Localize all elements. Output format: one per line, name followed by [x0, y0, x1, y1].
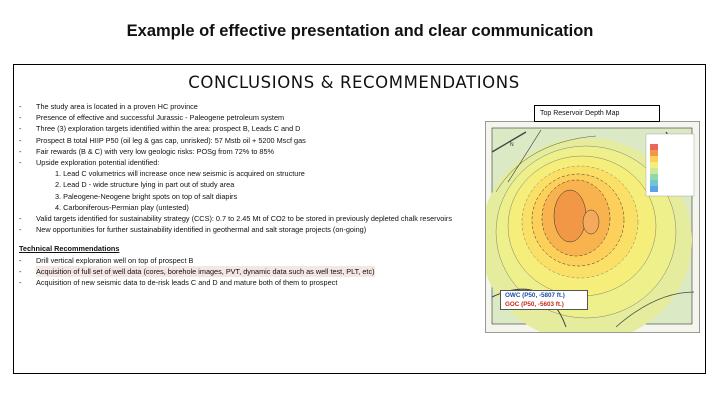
svg-text:N: N [510, 142, 514, 148]
list-item-text-highlighted: Acquisition of full set of well data (cores, borehole images, PVT, dynamic data such as well test, PLT, etc) [36, 266, 375, 276]
list-item [19, 255, 489, 266]
list-item [19, 135, 489, 146]
list-item [19, 224, 489, 235]
list-item-text: Drill vertical exploration well on top of prospect B [36, 255, 194, 265]
list-item-text: Prospect B total HIIP P50 (oil leg & gas cap, unrisked): 57 Mstb oil + 5200 Mscf gas [36, 135, 306, 145]
sub-item: 1. Lead C volumetrics will increase once new seismic is acquired on structure [55, 169, 305, 179]
sub-item: 2. Lead D - wide structure lying in part out of study area [55, 180, 235, 190]
bullet-dash: - [19, 158, 22, 168]
list-item [19, 266, 489, 277]
bullet-dash: - [19, 135, 22, 145]
list-item-text: New opportunities for further sustainability identified in geothermal and salt storage projects (on-going) [36, 225, 367, 235]
bullet-dash: - [19, 124, 22, 134]
list-item-text: Valid targets identified for sustainability strategy (CCS): 0.7 to 2.45 Mt of CO2 to be stored in previously depleted chalk reservoirs [36, 214, 452, 224]
bullet-dash: - [19, 102, 22, 111]
technical-recommendations-heading: Technical Recommendations [19, 244, 120, 254]
list-item [19, 146, 489, 157]
map-caption: Top Reservoir Depth Map [534, 105, 660, 122]
contact-annotation [500, 290, 588, 310]
list-item-text: Fair rewards (B & C) with very low geologic risks: POSg from 72% to 85% [36, 146, 275, 156]
list-item [19, 157, 489, 168]
list-item [19, 277, 489, 288]
list-item [19, 123, 489, 134]
bullet-dash: - [19, 146, 22, 156]
conclusions-box [13, 64, 706, 374]
bullet-dash: - [19, 255, 22, 265]
bullet-dash: - [19, 266, 22, 276]
list-item [19, 101, 489, 112]
bullet-dash: - [19, 225, 22, 235]
bullet-dash: - [19, 278, 22, 288]
list-item [19, 112, 489, 123]
list-item-text: Upside exploration potential identified: [36, 158, 160, 168]
owc-label: OWC (P50, -5807 ft.) [505, 292, 565, 299]
list-item-text: Three (3) exploration targets identified within the area: prospect B, Leads C and D [36, 124, 301, 134]
sub-item: 3. Paleogene-Neogene bright spots on top of salt diapirs [55, 191, 238, 201]
list-item [19, 213, 489, 224]
conclusions-list [19, 101, 489, 288]
sub-item: 4. Carboniferous-Permian play (untested) [55, 202, 189, 212]
goc-label: GOC (P50, -5603 ft.) [505, 301, 564, 308]
box-title: CONCLUSIONS & RECOMMENDATIONS [188, 73, 520, 92]
slide-title: Example of effective presentation and clear communication [126, 22, 594, 40]
list-item-text: Presence of effective and successful Jurassic - Paleogene petroleum system [36, 113, 285, 123]
bullet-dash: - [19, 113, 22, 123]
list-item-text: Acquisition of new seismic data to de-risk leads C and D and mature both of them to prospect [36, 278, 338, 288]
list-item-text: The study area is located in a proven HC province [36, 102, 198, 111]
bullet-dash: - [19, 214, 22, 224]
